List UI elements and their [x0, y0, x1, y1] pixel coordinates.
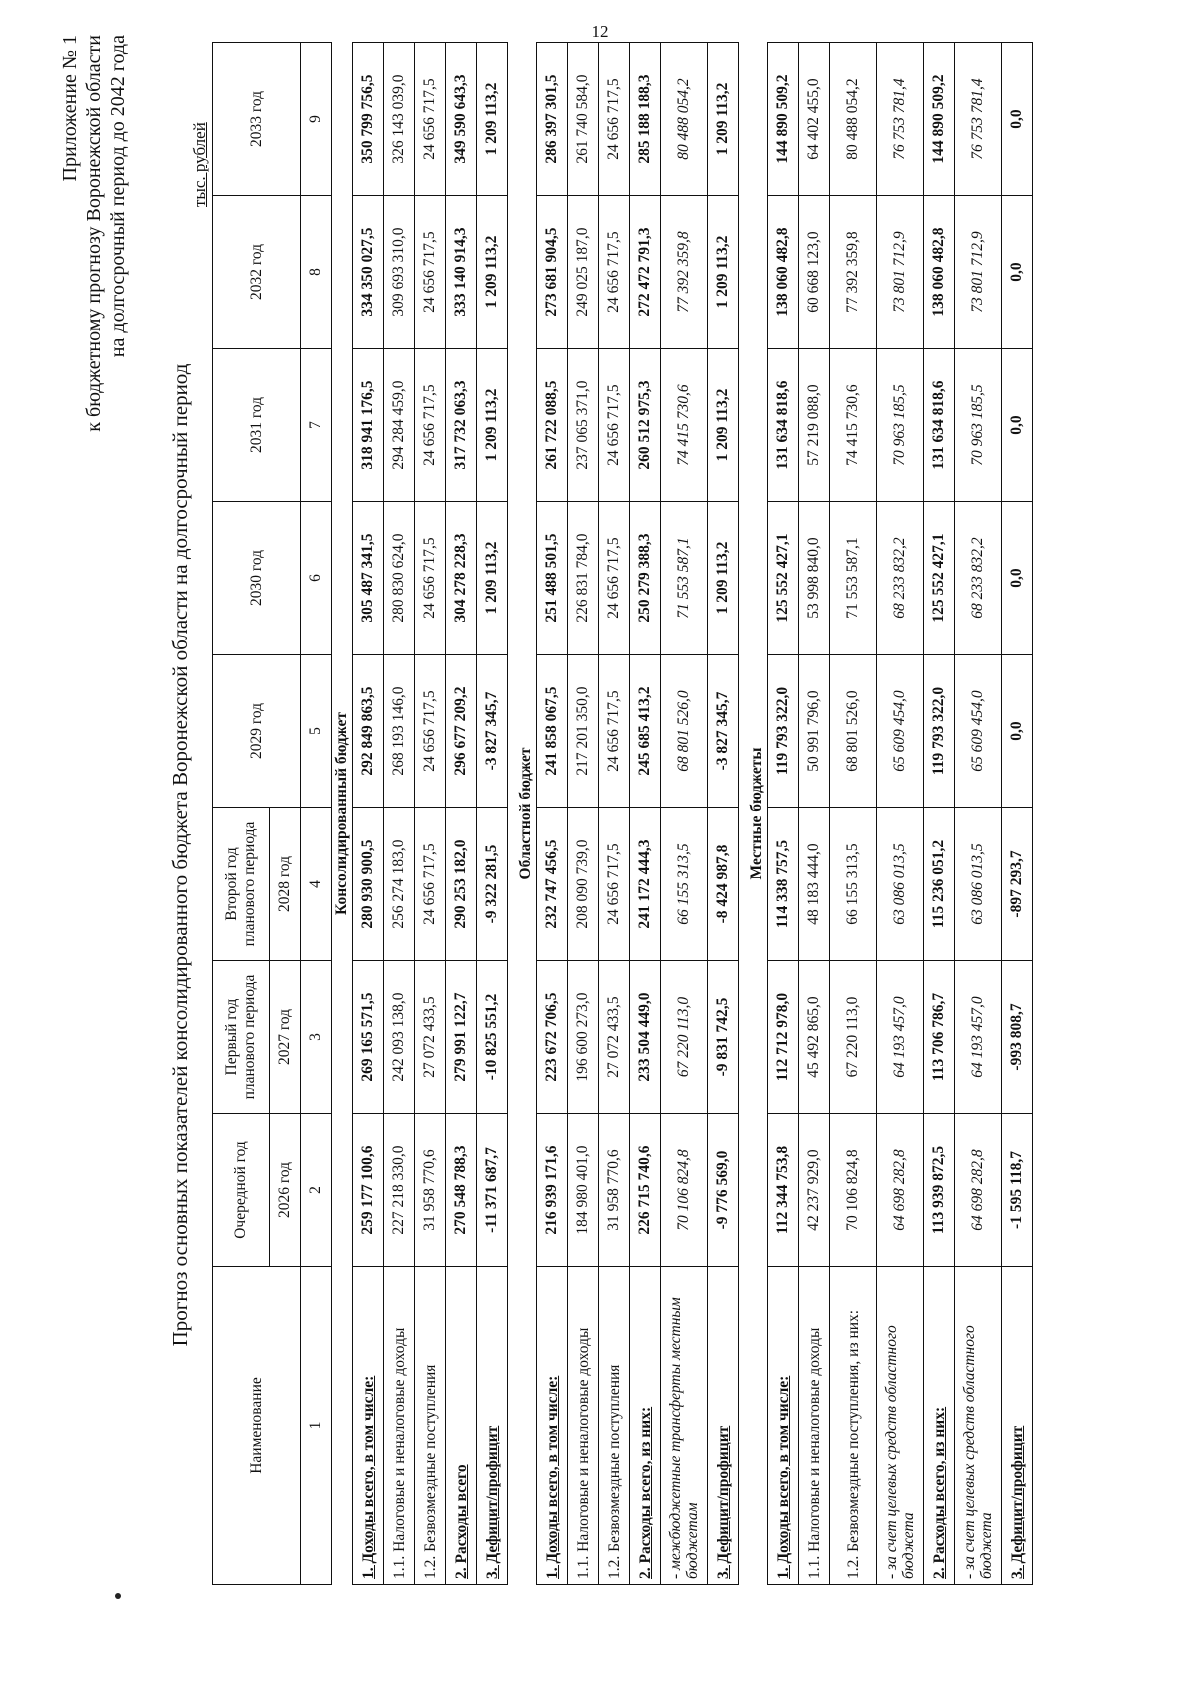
value-cell: 138 060 482,8 — [924, 196, 955, 349]
value-cell: 270 548 788,3 — [446, 1114, 477, 1267]
column-number: 5 — [301, 655, 332, 808]
value-cell: 260 512 975,3 — [630, 349, 661, 502]
value-cell: -11 371 687,7 — [477, 1114, 508, 1267]
header-second-plan-year-group: Второй год планового периода — [213, 808, 270, 961]
value-cell: 24 656 717,5 — [415, 808, 446, 961]
value-cell: 24 656 717,5 — [415, 43, 446, 196]
value-cell: 304 278 228,3 — [446, 502, 477, 655]
value-cell: 237 065 371,0 — [568, 349, 599, 502]
column-number: 3 — [301, 961, 332, 1114]
row-name: 1. Доходы всего, в том числе: — [537, 1267, 568, 1585]
value-cell: 261 722 088,5 — [537, 349, 568, 502]
value-cell: 0,0 — [1002, 502, 1033, 655]
table-row — [353, 43, 384, 1585]
value-cell: 290 253 182,0 — [446, 808, 477, 961]
value-cell: 125 552 427,1 — [924, 502, 955, 655]
header-year-2026: 2026 год — [270, 1114, 301, 1267]
value-cell: 31 958 770,6 — [599, 1114, 630, 1267]
header-year-2032: 2032 год — [213, 196, 301, 349]
row-name: 1.1. Налоговые и неналоговые доходы — [799, 1267, 830, 1585]
value-cell: 144 890 509,2 — [924, 43, 955, 196]
value-cell: -3 827 345,7 — [708, 655, 739, 808]
value-cell: 24 656 717,5 — [415, 502, 446, 655]
value-cell: 208 090 739,0 — [568, 808, 599, 961]
value-cell: 0,0 — [1002, 655, 1033, 808]
value-cell: 80 488 054,2 — [661, 43, 708, 196]
value-cell: 65 609 454,0 — [877, 655, 924, 808]
row-name: - межбюджетные трансферты местным бюджетам — [661, 1267, 708, 1585]
section-title: Местные бюджеты — [748, 747, 765, 880]
value-cell: -10 825 551,2 — [477, 961, 508, 1114]
table-row — [384, 43, 415, 1585]
appendix-line-2: к бюджетному прогнозу Воронежской области — [83, 35, 105, 432]
value-cell: 1 209 113,2 — [708, 196, 739, 349]
value-cell: 71 553 587,1 — [830, 502, 877, 655]
column-number: 2 — [301, 1114, 332, 1267]
value-cell: 251 488 501,5 — [537, 502, 568, 655]
value-cell: 112 344 753,8 — [768, 1114, 799, 1267]
table-row — [924, 43, 955, 1585]
table-row — [708, 43, 739, 1585]
value-cell: 70 963 185,5 — [877, 349, 924, 502]
value-cell: 113 939 872,5 — [924, 1114, 955, 1267]
header-year-2028: 2028 год — [270, 808, 301, 961]
row-name: 2. Расходы всего, из них: — [924, 1267, 955, 1585]
value-cell: 305 487 341,5 — [353, 502, 384, 655]
value-cell: 0,0 — [1002, 196, 1033, 349]
value-cell: 268 193 146,0 — [384, 655, 415, 808]
value-cell: 334 350 027,5 — [353, 196, 384, 349]
unit-note: тыс. рублей — [190, 122, 209, 207]
value-cell: 273 681 904,5 — [537, 196, 568, 349]
value-cell: 113 706 786,7 — [924, 961, 955, 1114]
value-cell: 64 698 282,8 — [955, 1114, 1002, 1267]
value-cell: 131 634 818,6 — [924, 349, 955, 502]
value-cell: 1 209 113,2 — [708, 43, 739, 196]
value-cell: 245 685 413,2 — [630, 655, 661, 808]
page-number: 12 — [591, 22, 609, 41]
value-cell: 68 233 832,2 — [955, 502, 1002, 655]
header-row-groups — [213, 43, 270, 1585]
value-cell: -897 293,7 — [1002, 808, 1033, 961]
value-cell: 125 552 427,1 — [768, 502, 799, 655]
value-cell: 24 656 717,5 — [415, 349, 446, 502]
value-cell: 217 201 350,0 — [568, 655, 599, 808]
value-cell: 333 140 914,3 — [446, 196, 477, 349]
value-cell: 119 793 322,0 — [768, 655, 799, 808]
value-cell: 42 237 929,0 — [799, 1114, 830, 1267]
value-cell: 115 236 051,2 — [924, 808, 955, 961]
value-cell: 66 155 313,5 — [661, 808, 708, 961]
value-cell: 1 209 113,2 — [477, 196, 508, 349]
row-name: 1.1. Налоговые и неналоговые доходы — [568, 1267, 599, 1585]
table-row — [568, 43, 599, 1585]
row-name: 2. Расходы всего — [446, 1267, 477, 1585]
column-number: 4 — [301, 808, 332, 961]
value-cell: 280 930 900,5 — [353, 808, 384, 961]
value-cell: 70 106 824,8 — [661, 1114, 708, 1267]
gap-cell — [508, 43, 517, 1585]
value-cell: 70 106 824,8 — [830, 1114, 877, 1267]
value-cell: 349 590 643,3 — [446, 43, 477, 196]
appendix-note — [58, 35, 130, 575]
value-cell: 294 284 459,0 — [384, 349, 415, 502]
value-cell: 76 753 781,4 — [877, 43, 924, 196]
header-name: Наименование — [213, 1267, 301, 1585]
value-cell: -9 776 569,0 — [708, 1114, 739, 1267]
value-cell: 45 492 865,0 — [799, 961, 830, 1114]
row-name: - за счет целевых средств областного бюджета — [877, 1267, 924, 1585]
header-current-year-group: Очередной год — [213, 1114, 270, 1267]
value-cell: 232 747 456,5 — [537, 808, 568, 961]
value-cell: 326 143 039,0 — [384, 43, 415, 196]
value-cell: 65 609 454,0 — [955, 655, 1002, 808]
table-row — [799, 43, 830, 1585]
section-title-row — [747, 43, 768, 1585]
value-cell: 70 963 185,5 — [955, 349, 1002, 502]
table-row — [768, 43, 799, 1585]
value-cell: 64 193 457,0 — [877, 961, 924, 1114]
value-cell: 226 715 740,6 — [630, 1114, 661, 1267]
value-cell: -9 322 281,5 — [477, 808, 508, 961]
row-name: 1. Доходы всего, в том числе: — [353, 1267, 384, 1585]
table-row — [830, 43, 877, 1585]
value-cell: 226 831 784,0 — [568, 502, 599, 655]
value-cell: -3 827 345,7 — [477, 655, 508, 808]
value-cell: 350 799 756,5 — [353, 43, 384, 196]
value-cell: 296 677 209,2 — [446, 655, 477, 808]
value-cell: 242 093 138,0 — [384, 961, 415, 1114]
value-cell: 317 732 063,3 — [446, 349, 477, 502]
value-cell: 24 656 717,5 — [599, 502, 630, 655]
value-cell: 256 274 183,0 — [384, 808, 415, 961]
table-row — [661, 43, 708, 1585]
row-name: 2. Расходы всего, из них: — [630, 1267, 661, 1585]
value-cell: 67 220 113,0 — [661, 961, 708, 1114]
appendix-line-3: на долгосрочный период до 2042 года — [107, 35, 129, 358]
value-cell: 63 086 013,5 — [955, 808, 1002, 961]
value-cell: 63 086 013,5 — [877, 808, 924, 961]
value-cell: 119 793 322,0 — [924, 655, 955, 808]
value-cell: 76 753 781,4 — [955, 43, 1002, 196]
value-cell: 233 504 449,0 — [630, 961, 661, 1114]
column-number: 6 — [301, 502, 332, 655]
header-year-2029: 2029 год — [213, 655, 301, 808]
value-cell: 241 858 067,5 — [537, 655, 568, 808]
appendix-line-1: Приложение № 1 — [59, 35, 81, 182]
value-cell: 24 656 717,5 — [599, 196, 630, 349]
value-cell: 184 980 401,0 — [568, 1114, 599, 1267]
value-cell: 24 656 717,5 — [415, 655, 446, 808]
column-number: 9 — [301, 43, 332, 196]
row-name: 3. Дефицит/профицит — [1002, 1267, 1033, 1585]
value-cell: 57 219 088,0 — [799, 349, 830, 502]
value-cell: -993 808,7 — [1002, 961, 1033, 1114]
value-cell: 286 397 301,5 — [537, 43, 568, 196]
value-cell: 71 553 587,1 — [661, 502, 708, 655]
value-cell: 285 188 188,3 — [630, 43, 661, 196]
value-cell: 48 183 444,0 — [799, 808, 830, 961]
budget-table-body — [332, 43, 1033, 1585]
value-cell: 53 998 840,0 — [799, 502, 830, 655]
value-cell: 64 698 282,8 — [877, 1114, 924, 1267]
value-cell: 1 209 113,2 — [477, 349, 508, 502]
value-cell: 280 830 624,0 — [384, 502, 415, 655]
value-cell: 1 209 113,2 — [477, 43, 508, 196]
row-name: 1. Доходы всего, в том числе: — [768, 1267, 799, 1585]
value-cell: 216 939 171,6 — [537, 1114, 568, 1267]
value-cell: 1 209 113,2 — [708, 349, 739, 502]
column-number: 1 — [301, 1267, 332, 1585]
value-cell: 1 209 113,2 — [477, 502, 508, 655]
value-cell: 68 233 832,2 — [877, 502, 924, 655]
gap-cell — [739, 43, 748, 1585]
value-cell: 68 801 526,0 — [661, 655, 708, 808]
row-name: - за счет целевых средств областного бюджета — [955, 1267, 1002, 1585]
value-cell: 24 656 717,5 — [599, 808, 630, 961]
value-cell: 27 072 433,5 — [599, 961, 630, 1114]
value-cell: 250 279 388,3 — [630, 502, 661, 655]
value-cell: 259 177 100,6 — [353, 1114, 384, 1267]
value-cell: 272 472 791,3 — [630, 196, 661, 349]
value-cell: 73 801 712,9 — [877, 196, 924, 349]
table-row — [1002, 43, 1033, 1585]
value-cell: 261 740 584,0 — [568, 43, 599, 196]
value-cell: 24 656 717,5 — [599, 349, 630, 502]
value-cell: 138 060 482,8 — [768, 196, 799, 349]
value-cell: 24 656 717,5 — [599, 655, 630, 808]
section-title: Областной бюджет — [517, 747, 534, 880]
value-cell: -9 831 742,5 — [708, 961, 739, 1114]
value-cell: 114 338 757,5 — [768, 808, 799, 961]
value-cell: 80 488 054,2 — [830, 43, 877, 196]
value-cell: 24 656 717,5 — [599, 43, 630, 196]
value-cell: 74 415 730,6 — [830, 349, 877, 502]
value-cell: 309 693 310,0 — [384, 196, 415, 349]
table-row — [955, 43, 1002, 1585]
value-cell: 318 941 176,5 — [353, 349, 384, 502]
section-title-row — [332, 43, 353, 1585]
header-year-2033: 2033 год — [213, 43, 301, 196]
value-cell: 74 415 730,6 — [661, 349, 708, 502]
row-name: 1.1. Налоговые и неналоговые доходы — [384, 1267, 415, 1585]
table-row — [630, 43, 661, 1585]
section-title-row — [516, 43, 537, 1585]
value-cell: 112 712 978,0 — [768, 961, 799, 1114]
header-year-2030: 2030 год — [213, 502, 301, 655]
value-cell: 24 656 717,5 — [415, 196, 446, 349]
section-gap — [508, 43, 517, 1585]
table-row — [877, 43, 924, 1585]
row-name: 1.2. Безвозмездные поступления, из них: — [830, 1267, 877, 1585]
value-cell: 144 890 509,2 — [768, 43, 799, 196]
value-cell: 131 634 818,6 — [768, 349, 799, 502]
value-cell: 269 165 571,5 — [353, 961, 384, 1114]
header-row-numbers — [301, 43, 332, 1585]
value-cell: 223 672 706,5 — [537, 961, 568, 1114]
value-cell: 64 193 457,0 — [955, 961, 1002, 1114]
value-cell: 64 402 455,0 — [799, 43, 830, 196]
value-cell: 31 958 770,6 — [415, 1114, 446, 1267]
header-first-plan-year-group: Первый год планового периода — [213, 961, 270, 1114]
section-gap — [739, 43, 748, 1585]
row-name: 1.2. Безвозмездные поступления — [599, 1267, 630, 1585]
budget-table — [212, 42, 1033, 1585]
value-cell: 68 801 526,0 — [830, 655, 877, 808]
document-title: Прогноз основных показателей консолидированного бюджета Воронежской области на долгосрочный период — [168, 363, 192, 1347]
value-cell: -8 424 987,8 — [708, 808, 739, 961]
column-number: 7 — [301, 349, 332, 502]
table-row — [477, 43, 508, 1585]
value-cell: 66 155 313,5 — [830, 808, 877, 961]
value-cell: 77 392 359,8 — [830, 196, 877, 349]
value-cell: 27 072 433,5 — [415, 961, 446, 1114]
table-row — [599, 43, 630, 1585]
header-year-2031: 2031 год — [213, 349, 301, 502]
table-row — [446, 43, 477, 1585]
value-cell: 292 849 863,5 — [353, 655, 384, 808]
value-cell: 0,0 — [1002, 43, 1033, 196]
value-cell: -1 595 118,7 — [1002, 1114, 1033, 1267]
value-cell: 60 668 123,0 — [799, 196, 830, 349]
table-row — [415, 43, 446, 1585]
section-title: Консолидированный бюджет — [333, 712, 350, 915]
row-name: 1.2. Безвозмездные поступления — [415, 1267, 446, 1585]
value-cell: 1 209 113,2 — [708, 502, 739, 655]
value-cell: 0,0 — [1002, 349, 1033, 502]
header-year-2027: 2027 год — [270, 961, 301, 1114]
value-cell: 50 991 796,0 — [799, 655, 830, 808]
value-cell: 279 991 122,7 — [446, 961, 477, 1114]
table-row — [537, 43, 568, 1585]
value-cell: 73 801 712,9 — [955, 196, 1002, 349]
value-cell: 196 600 273,0 — [568, 961, 599, 1114]
column-number: 8 — [301, 196, 332, 349]
value-cell: 67 220 113,0 — [830, 961, 877, 1114]
value-cell: 241 172 444,3 — [630, 808, 661, 961]
value-cell: 249 025 187,0 — [568, 196, 599, 349]
value-cell: 77 392 359,8 — [661, 196, 708, 349]
row-name: 3. Дефицит/профицит — [477, 1267, 508, 1585]
value-cell: 227 218 330,0 — [384, 1114, 415, 1267]
row-name: 3. Дефицит/профицит — [708, 1267, 739, 1585]
